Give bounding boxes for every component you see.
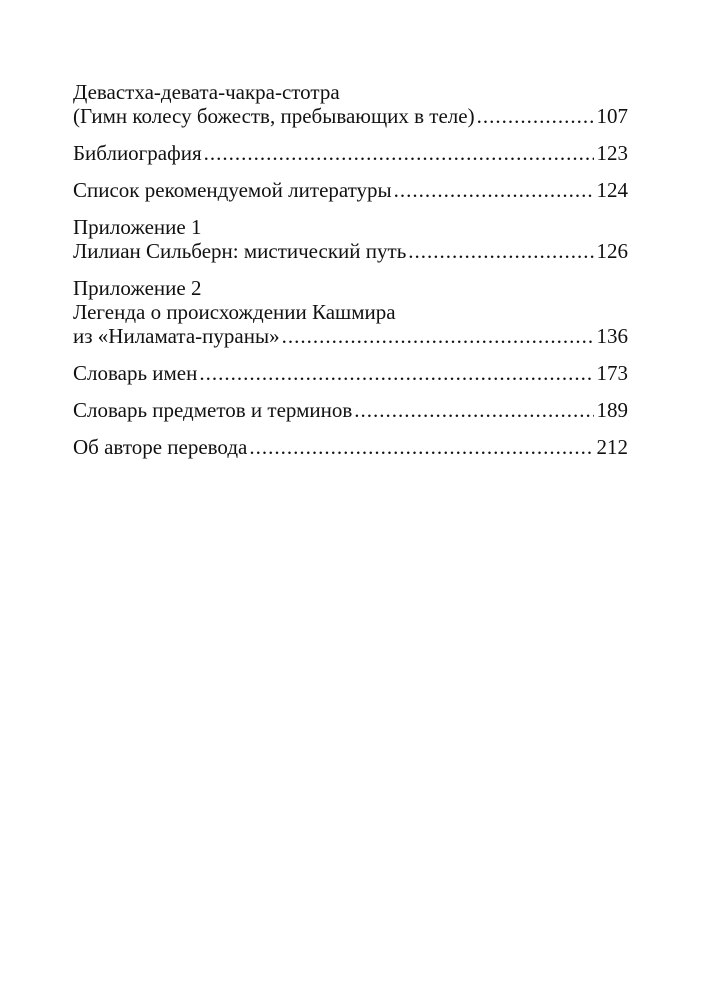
dot-leader <box>199 361 593 385</box>
toc-entry-about-translator <box>73 435 628 459</box>
toc-entry-line <box>73 398 628 422</box>
dot-leader <box>249 435 593 459</box>
toc-page-number: 123 <box>596 141 628 165</box>
toc-entry-title: Словарь имен <box>73 361 198 385</box>
dot-leader <box>354 398 593 422</box>
toc-entry-title: Об авторе перевода <box>73 435 248 459</box>
toc-page-number: 126 <box>596 239 628 263</box>
toc-page-number: 212 <box>596 435 628 459</box>
toc-entry-title: Список рекомендуемой литературы <box>73 178 392 202</box>
toc-entry-title: Словарь предметов и терминов <box>73 398 353 422</box>
toc-entry-dictionary-of-names <box>73 361 628 385</box>
toc-page-number: 124 <box>596 178 628 202</box>
toc-entry-heading: Девастха-девата-чакра-стотра <box>73 80 340 104</box>
toc-entry-dictionary-of-terms <box>73 398 628 422</box>
toc-entry-recommended-literature <box>73 178 628 202</box>
toc-entry-line <box>73 239 628 263</box>
toc-entry-subheading: Легенда о происхождении Кашмира <box>73 300 396 324</box>
toc-entry-line <box>73 435 628 459</box>
dot-leader <box>394 178 594 202</box>
toc-entry-line <box>73 178 628 202</box>
dot-leader <box>408 239 593 263</box>
dot-leader <box>477 104 594 128</box>
toc-entry-title: из «Ниламата-пураны» <box>73 324 280 348</box>
toc-entry-title: (Гимн колесу божеств, пребывающих в теле) <box>73 104 475 128</box>
toc-entry-bibliography <box>73 141 628 165</box>
toc-entry-appendix-2 <box>73 276 628 348</box>
toc-heading-line <box>73 215 628 239</box>
toc-entry-title: Лилиан Сильберн: мистический путь <box>73 239 407 263</box>
toc-page-number: 107 <box>596 104 628 128</box>
toc-entry-line <box>73 361 628 385</box>
toc-entry-line <box>73 141 628 165</box>
toc-entry-line <box>73 104 628 128</box>
dot-leader <box>282 324 594 348</box>
toc-page-number: 173 <box>596 361 628 385</box>
toc-entry-heading: Приложение 1 <box>73 215 202 239</box>
toc-page-number: 189 <box>596 398 628 422</box>
toc-page-number: 136 <box>596 324 628 348</box>
toc-heading-line <box>73 276 628 300</box>
toc-entry-heading: Приложение 2 <box>73 276 202 300</box>
toc-heading-line <box>73 300 628 324</box>
toc-entry-line <box>73 324 628 348</box>
table-of-contents <box>73 80 628 472</box>
toc-entry-title: Библиография <box>73 141 202 165</box>
toc-entry-devastha <box>73 80 628 128</box>
toc-heading-line <box>73 80 628 104</box>
dot-leader <box>204 141 594 165</box>
toc-entry-appendix-1 <box>73 215 628 263</box>
